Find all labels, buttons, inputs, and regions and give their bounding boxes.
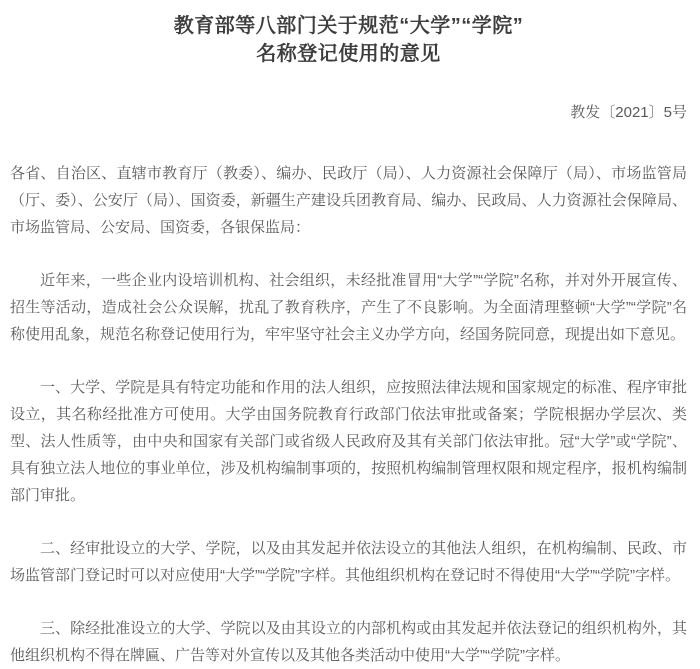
- body-paragraph-intro: 近年来，一些企业内设培训机构、社会组织，未经批准冒用“大学”“学院”名称，并对外开展宣传、招生等活动，造成社会公众误解，扰乱了教育秩序，产生了不良影响。为全面清理整顿“大学”“学院”名称使用乱象，规范名称登记使用行为，牢牢坚守社会主义办学方向，经国务院同意，现提出如下意见。: [10, 272, 687, 343]
- body-paragraph-item-3: 三、除经批准设立的大学、学院以及由其设立的内部机构或由其发起并依法登记的组织机构外，其他组织机构不得在牌匾、广告等对外宣传以及其他各类活动中使用“大学”“学院”字样。: [10, 620, 687, 664]
- body-paragraph-item-2: 二、经审批设立的大学、学院，以及由其发起并依法设立的其他法人组织，在机构编制、民政、市场监管部门登记时可以对应使用“大学”“学院”字样。其他组织机构在登记时不得使用“大学”“学院”字样。: [10, 540, 687, 584]
- addressees-paragraph: 各省、自治区、直辖市教育厅（教委）、编办、民政厅（局）、人力资源社会保障厅（局）、市场监管局（厅、委）、公安厅（局）、国资委，新疆生产建设兵团教育局、编办、民政局、人力资源社会保障局、市场监管局、公安局、国资委，各银保监局：: [10, 165, 687, 236]
- document-title-line1: 教育部等八部门关于规范“大学”“学院”: [173, 15, 524, 37]
- document-title-line2: 名称登记使用的意见: [256, 43, 441, 65]
- body-paragraph-item-1: 一、大学、学院是具有特定功能和作用的法人组织，应按照法律法规和国家规定的标准、程序审批设立，其名称经批准方可使用。大学由国务院教育行政部门依法审批或备案；学院根据办学层次、类型、法人性质等，由中央和国家有关部门或省级人民政府及其有关部门依法审批。冠“大学”或“学院”、具有独立法人地位的事业单位，涉及机构编制事项的，按照机构编制管理权限和规定程序，报机构编制部门审批。: [10, 379, 687, 504]
- document-number: 教发〔2021〕5号: [570, 104, 687, 121]
- document-title: [10, 12, 687, 68]
